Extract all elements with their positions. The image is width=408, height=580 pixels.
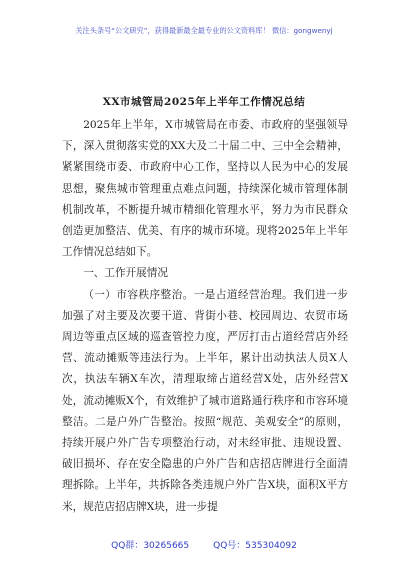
qq-group: QQ群：30265665 <box>111 541 190 551</box>
body-paragraph: （一）市容秩序整治。一是占道经营治理。我们进一步加强了对主要及次要干道、背街小巷、校园周边、农贸市场周边等重点区域的巡查管控力度，严厉打击占道经营店外经营、流动摊贩等违法行为。上半年，累计出动执法人员X人次，执法车辆X车次，清理取缔占道经营X处，店外经营X处，流动摊贩X个，有效维护了城市道路通行秩序和市容环境整洁。二是户外广告整治。按照“规范、美观安全”的原则，持续开展户外广告专项整治行动，对未经审批、违规设置、破旧损坏、存在安全隐患的户外广告和店招店牌进行全面清理拆除。上半年，共拆除各类违规户外广告X块，面积X平方米，规范店招店牌X块，进一步提 <box>62 288 348 513</box>
document-body <box>62 115 348 518</box>
qq-number: QQ号：535304092 <box>213 541 297 551</box>
document-title: XX市城管局2025年上半年工作情况总结 <box>102 96 306 108</box>
section-heading: 一、工作开展情况 <box>83 267 168 280</box>
intro-paragraph: 2025年上半年，X市城管局在市委、市政府的坚强领导下，深入贯彻落实党的XX大及二十届二中、三中全会精神，紧紧围绕市委、市政府中心工作，坚持以人民为中心的发展思想，聚焦城市管理重点难点问题，持续深化城市管理体制机制改革，不断提升城市精细化管理水平，努力为市民群众创造更加整洁、优美、有序的城市环境。现将2025年上半年工作情况总结如下。 <box>62 119 348 259</box>
header-banner: 关注头条号“公文研究”，获得最新最全最专业的公文资料库！ 微信：gongwenyj <box>75 26 333 35</box>
footer-contact <box>0 538 408 551</box>
